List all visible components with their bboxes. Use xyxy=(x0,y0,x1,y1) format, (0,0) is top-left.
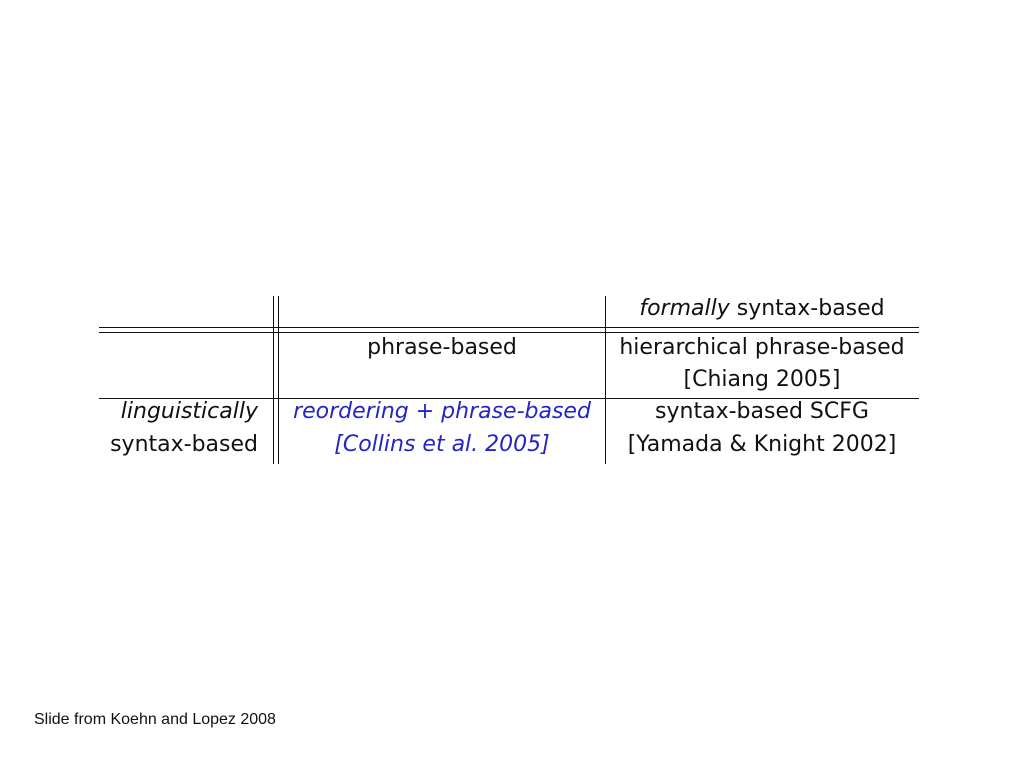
cell-reordering-phrase-based: reordering + phrase-based xyxy=(293,399,591,424)
double-rule-vertical-b xyxy=(278,296,279,464)
cell-hierarchical-phrase-based: hierarchical phrase-based xyxy=(619,335,905,360)
cell-syntax-based-scfg: syntax-based SCFG xyxy=(655,399,869,424)
cell-yamada-knight-citation: [Yamada & Knight 2002] xyxy=(627,432,897,457)
cell-chiang-citation: [Chiang 2005] xyxy=(683,367,841,392)
header-syntax-based: syntax-based xyxy=(736,296,885,321)
column-rule-vertical xyxy=(605,296,606,464)
double-rule-horizontal-b xyxy=(99,332,919,333)
row-label-linguistically: linguistically xyxy=(120,399,258,424)
header-formally: formally xyxy=(639,296,730,321)
double-rule-horizontal-a xyxy=(99,327,919,328)
cell-collins-citation: [Collins et al. 2005] xyxy=(334,432,550,457)
double-rule-vertical-a xyxy=(273,296,274,464)
header-formally-syntax-based xyxy=(639,296,884,322)
row-label-syntax-based: syntax-based xyxy=(110,432,258,457)
slide-footer-credit: Slide from Koehn and Lopez 2008 xyxy=(34,711,276,728)
cell-phrase-based: phrase-based xyxy=(367,335,517,360)
